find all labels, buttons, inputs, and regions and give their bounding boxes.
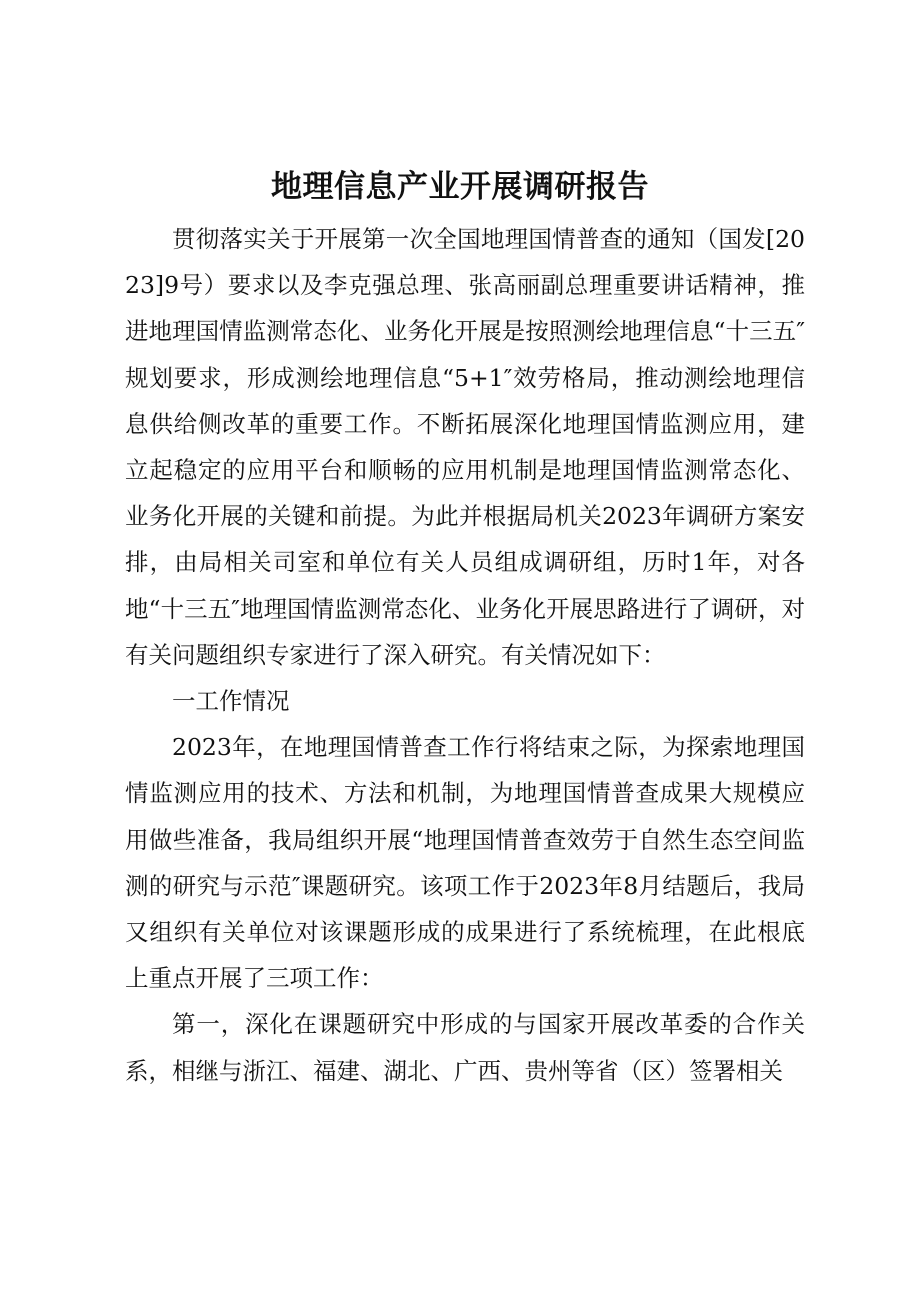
- document-title: 地理信息产业开展调研报告: [271, 169, 649, 205]
- document-body: [125, 216, 805, 1094]
- paragraph-intro: 贯彻落实关于开展第一次全国地理国情普查的通知（国发[2023]9号）要求以及李克强总理、张高丽副总理重要讲话精神，推进地理国情监测常态化、业务化开展是按照测绘地理信息“十三五″规划要求，形成测绘地理信息“5+1″效劳格局，推动测绘地理信息供给侧改革的重要工作。不断拓展深化地理国情监测应用，建立起稳定的应用平台和顺畅的应用机制是地理国情监测常态化、业务化开展的关键和前提。为此并根据局机关2023年调研方案安排，由局相关司室和单位有关人员组成调研组，历时1年，对各地“十三五″地理国情监测常态化、业务化开展思路进行了调研，对有关问题组织专家进行了深入研究。有关情况如下：: [125, 225, 805, 669]
- paragraph-first-task: 第一，深化在课题研究中形成的与国家开展改革委的合作关系，相继与浙江、福建、湖北、广西、贵州等省（区）签署相关: [125, 1010, 805, 1085]
- paragraph-work-status: 2023年，在地理国情普查工作行将结束之际，为探索地理国情监测应用的技术、方法和机制，为地理国情普查成果大规模应用做些准备，我局组织开展“地理国情普查效劳于自然生态空间监测的研究与示范″课题研究。该项工作于2023年8月结题后，我局又组织有关单位对该课题形成的成果进行了系统梳理，在此根底上重点开展了三项工作：: [125, 733, 805, 993]
- section-heading-work-status: 一工作情况: [172, 687, 290, 716]
